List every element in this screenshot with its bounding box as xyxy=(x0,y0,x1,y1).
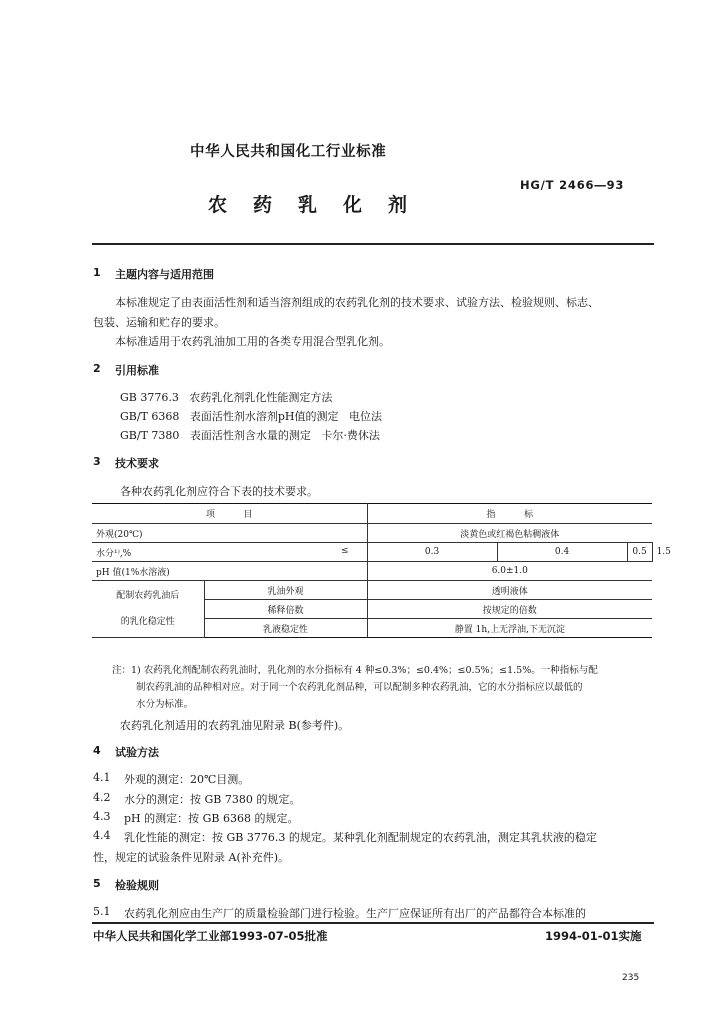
test-method-number: 4.3 xyxy=(93,810,111,823)
inspection-rule-number: 5.1 xyxy=(93,905,111,918)
section-1-paragraph-1-line-2: 包装、运输和贮存的要求。 xyxy=(93,316,225,329)
table-row: 水分¹⁾,% ≤ 0.3 0.4 0.5 1.5 xyxy=(92,543,652,562)
test-method-text: 乳化性能的测定：按 GB 3776.3 的规定。某种乳化剂配制规定的农药乳油，测定其乳状液的稳定 xyxy=(124,831,597,844)
ph-label: pH 值(1%水溶液) xyxy=(92,562,367,581)
water-label: 水分¹⁾,% xyxy=(96,548,132,559)
table-note-line-2: 制农药乳油的品种相对应。对于同一个农药乳化剂品种，可以配制多种农药乳油，它的水分指标应以最低的 xyxy=(136,682,583,693)
section-3-heading: 技术要求 xyxy=(115,457,159,470)
footer-divider xyxy=(92,922,654,924)
group-label-line-2: 的乳化稳定性 xyxy=(120,617,175,627)
table-header-row xyxy=(92,504,652,524)
water-label-cell xyxy=(92,543,367,562)
inspection-rule-text: 农药乳化剂应由生产厂的质量检验部门进行检验。生产厂应保证所有出厂的产品都符合本标准的 xyxy=(124,907,586,920)
section-3-intro: 各种农药乳化剂应符合下表的技术要求。 xyxy=(120,485,318,498)
appearance-value: 淡黄色或红褐色粘稠液体 xyxy=(367,524,652,543)
table-note-line-3: 水分为标准。 xyxy=(136,699,194,710)
section-1-number: 1 xyxy=(93,266,101,279)
document-code: HG/T 2466―93 xyxy=(520,178,625,192)
technical-requirements-table xyxy=(92,503,671,638)
section-4-number: 4 xyxy=(93,744,101,757)
test-method-text: pH 的测定：按 GB 6368 的规定。 xyxy=(124,812,299,825)
implementation-date: 1994-01-01实施 xyxy=(545,929,642,943)
section-5-number: 5 xyxy=(93,877,101,890)
table-row xyxy=(92,562,652,581)
water-operator: ≤ xyxy=(340,545,349,556)
section-3-appendix-reference: 农药乳化剂适用的农药乳油见附录 B(参考件)。 xyxy=(120,719,350,732)
test-method-number: 4.1 xyxy=(93,771,111,784)
document-title: 农药乳化剂 xyxy=(208,194,434,216)
section-5-heading: 检验规则 xyxy=(115,879,159,892)
reference-item: GB 3776.3 农药乳化剂乳化性能测定方法 xyxy=(120,391,333,404)
sub-row-value: 静置 1h,上无浮油,下无沉淀 xyxy=(367,619,652,638)
section-2-heading: 引用标准 xyxy=(115,364,159,377)
ph-value: 6.0±1.0 xyxy=(367,562,652,581)
water-value: 0.5 xyxy=(627,543,652,562)
table-row xyxy=(92,581,652,600)
test-method-text-continued: 性，规定的试验条件见附录 A(补充件)。 xyxy=(93,851,290,864)
standard-title: 中华人民共和国化工行业标准 xyxy=(190,144,387,160)
sub-row-label: 乳油外观 xyxy=(204,581,367,600)
test-method-number: 4.4 xyxy=(93,829,111,842)
table-row xyxy=(92,524,652,543)
test-method-number: 4.2 xyxy=(93,791,111,804)
group-label-line-1: 配制农药乳油后 xyxy=(116,591,180,601)
sub-row-value: 透明液体 xyxy=(367,581,652,600)
reference-item: GB/T 7380 表面活性剂含水量的测定 卡尔·费休法 xyxy=(120,429,380,442)
table-header-index: 指 标 xyxy=(367,504,652,524)
section-1-paragraph-1-line-1: 本标准规定了由表面活性剂和适当溶剂组成的农药乳化剂的技术要求、试验方法、检验规则、标志、 xyxy=(115,296,599,309)
water-value: 0.3 xyxy=(367,543,497,562)
test-method-text: 水分的测定：按 GB 7380 的规定。 xyxy=(124,793,301,806)
table-note-line-1: 注：1) 农药乳化剂配制农药乳油时，乳化剂的水分指标有 4 种≤0.3%；≤0.4%；≤0.5%；≤1.5%。一种指标与配 xyxy=(112,665,598,676)
emulsion-stability-group-label xyxy=(92,581,204,638)
test-method-text: 外观的测定：20℃目测。 xyxy=(124,773,250,786)
page-number: 235 xyxy=(622,973,640,983)
reference-item: GB/T 6368 表面活性剂水溶剂pH值的测定 电位法 xyxy=(120,410,383,423)
section-4-heading: 试验方法 xyxy=(115,746,159,759)
approval-note: 中华人民共和国化学工业部1993-07-05批准 xyxy=(93,929,328,943)
sub-row-label: 稀释倍数 xyxy=(204,600,367,619)
section-1-paragraph-2: 本标准适用于农药乳油加工用的各类专用混合型乳化剂。 xyxy=(115,335,390,348)
sub-row-label: 乳液稳定性 xyxy=(204,619,367,638)
water-value: 0.4 xyxy=(497,543,627,562)
header-divider xyxy=(92,243,654,245)
sub-row-value: 按规定的倍数 xyxy=(367,600,652,619)
table-header-item: 项 目 xyxy=(92,504,367,524)
section-3-number: 3 xyxy=(93,455,101,468)
appearance-label: 外观(20℃) xyxy=(92,524,367,543)
section-2-number: 2 xyxy=(93,362,101,375)
section-1-heading: 主题内容与适用范围 xyxy=(115,268,214,281)
